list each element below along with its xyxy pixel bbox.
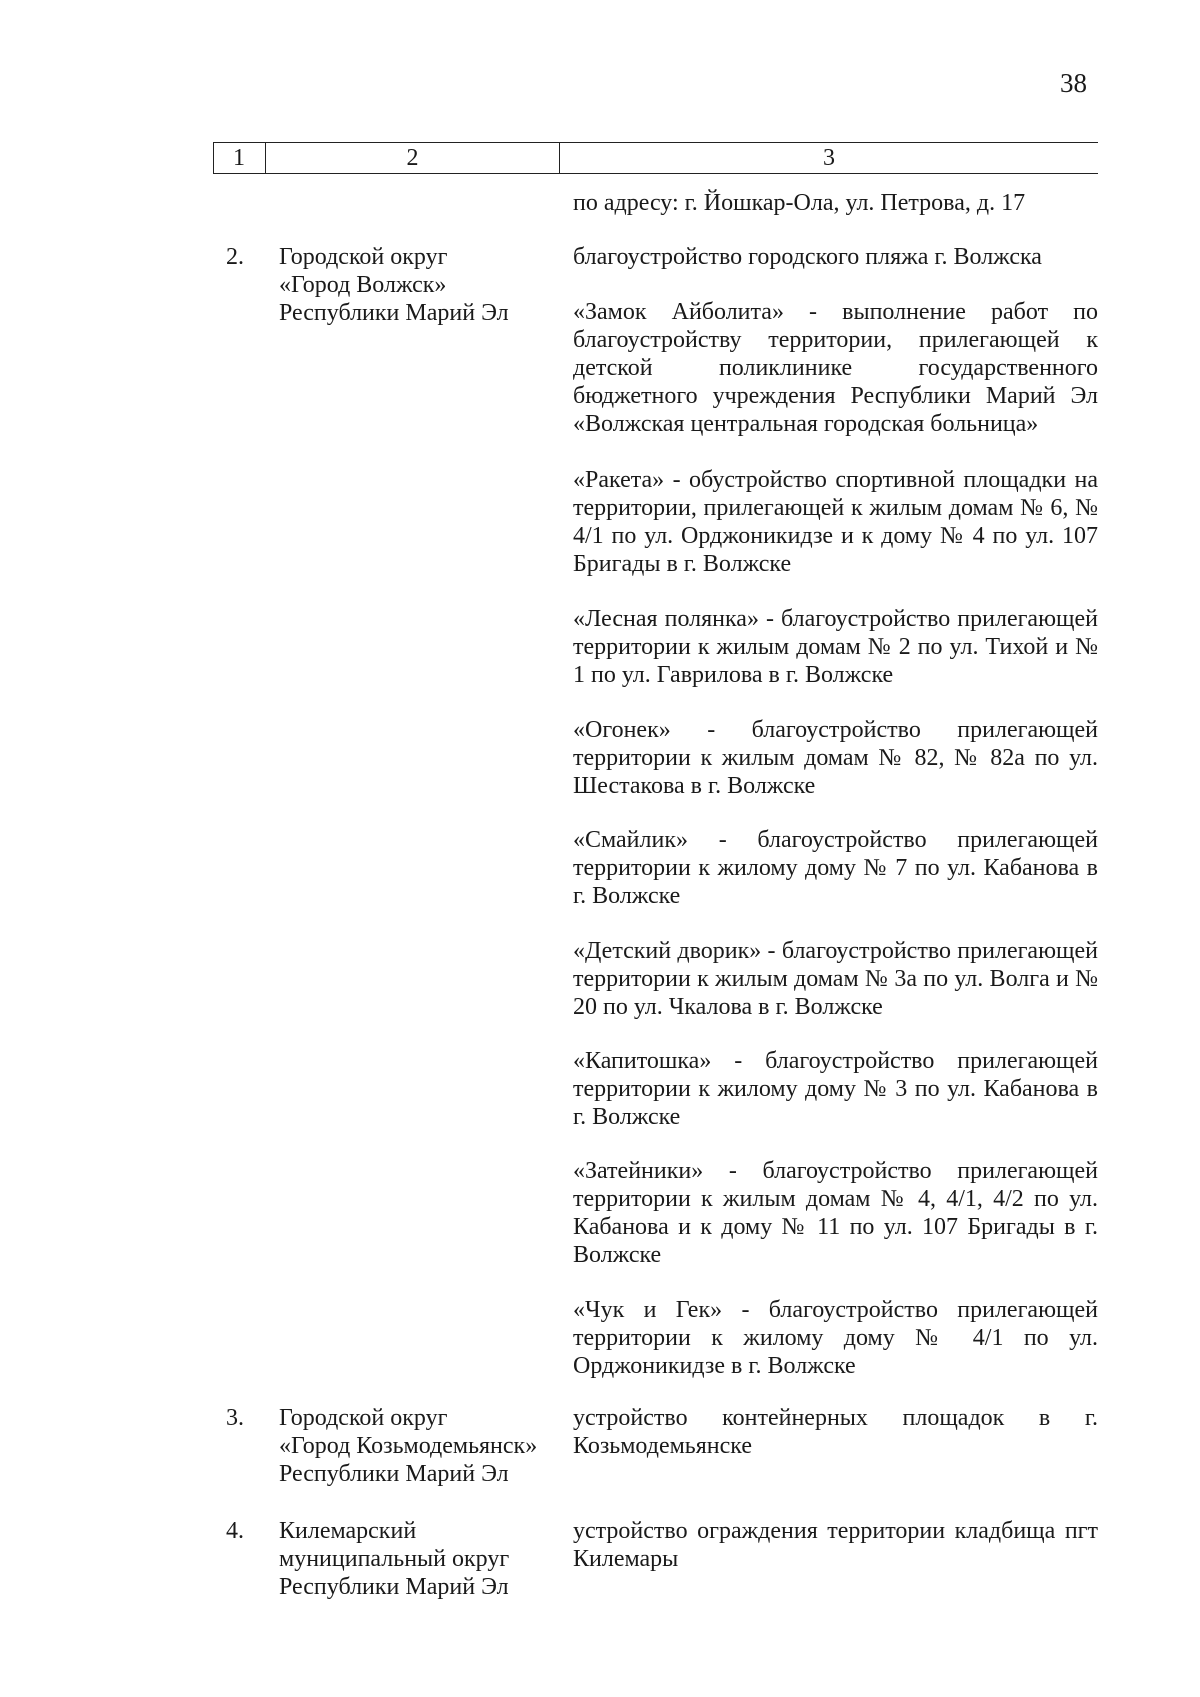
continuation-text: по адресу: г. Йошкар-Ола, ул. Петрова, д. 17 bbox=[573, 190, 1026, 216]
municipality-line: муниципальный округ bbox=[279, 1546, 510, 1572]
row-number: 2. bbox=[226, 244, 244, 270]
row-municipality bbox=[279, 243, 569, 327]
project-item: устройство контейнерных площадок в г. Козьмодемьянске bbox=[573, 1405, 1098, 1459]
page-number: 38 bbox=[1060, 68, 1087, 98]
project-item: «Замок Айболита» - выполнение работ по благоустройству территории, прилегающей к детской поликлинике государственного бюджетного учреждения Республики Марий Эл «Волжская центральная городская больница» bbox=[573, 299, 1098, 437]
municipality-line: «Город Волжск» bbox=[279, 272, 447, 298]
municipality-line: Республики Марий Эл bbox=[279, 300, 509, 326]
row-municipality bbox=[279, 1404, 569, 1488]
project-item: «Детский дворик» - благоустройство прилегающей территории к жилым домам № 3а по ул. Волга и № 20 по ул. Чкалова в г. Волжске bbox=[573, 938, 1098, 1020]
project-item: «Капитошка» - благоустройство прилегающей территории к жилому дому № 3 по ул. Кабанова в г. Волжске bbox=[573, 1048, 1098, 1130]
project-item: «Лесная полянка» - благоустройство прилегающей территории к жилым домам № 2 по ул. Тихой и № 1 по ул. Гаврилова в г. Волжске bbox=[573, 606, 1098, 688]
municipality-line: Городской округ bbox=[279, 1405, 448, 1431]
row-municipality bbox=[279, 1517, 569, 1601]
header-bottom-rule bbox=[213, 173, 1098, 174]
municipality-line: Килемарский bbox=[279, 1518, 417, 1544]
municipality-line: «Город Козьмодемьянск» bbox=[279, 1433, 538, 1459]
row-number: 3. bbox=[226, 1405, 244, 1431]
project-item: устройство ограждения территории кладбища пгт Килемары bbox=[573, 1518, 1098, 1572]
municipality-line: Республики Марий Эл bbox=[279, 1461, 509, 1487]
header-col-3: 3 bbox=[823, 145, 835, 171]
project-item: благоустройство городского пляжа г. Волжска bbox=[573, 244, 1042, 270]
row-number: 4. bbox=[226, 1518, 244, 1544]
project-item: «Огонек» - благоустройство прилегающей территории к жилым домам № 82, № 82а по ул. Шестакова в г. Волжске bbox=[573, 717, 1098, 799]
project-item: «Ракета» - обустройство спортивной площадки на территории, прилегающей к жилым домам № 6, № 4/1 по ул. Орджоникидзе и к дому № 4 по ул. 107 Бригады в г. Волжске bbox=[573, 467, 1098, 577]
municipality-line: Республики Марий Эл bbox=[279, 1574, 509, 1600]
header-col-1: 1 bbox=[233, 145, 245, 171]
municipality-line: Городской округ bbox=[279, 244, 448, 270]
project-item: «Чук и Гек» - благоустройство прилегающей территории к жилому дому № 4/1 по ул. Орджоникидзе в г. Волжске bbox=[573, 1297, 1098, 1379]
project-item: «Затейники» - благоустройство прилегающей территории к жилым домам № 4, 4/1, 4/2 по ул. Кабанова и к дому № 11 по ул. 107 Бригады в г. Волжске bbox=[573, 1158, 1098, 1268]
header-top-rule bbox=[213, 142, 1098, 143]
project-item: «Смайлик» - благоустройство прилегающей территории к жилому дому № 7 по ул. Кабанова в г. Волжске bbox=[573, 827, 1098, 909]
header-col-2: 2 bbox=[406, 145, 419, 171]
